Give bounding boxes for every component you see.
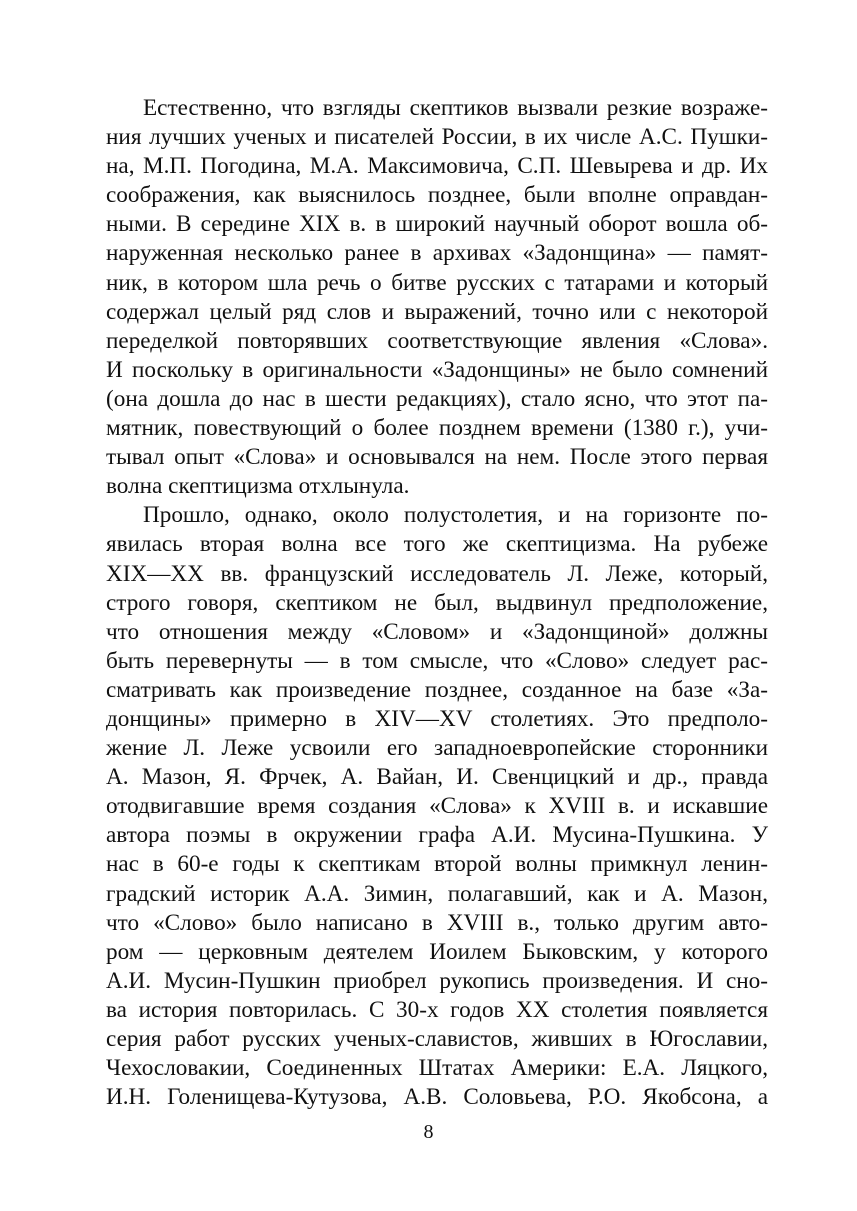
text-line: XIX—XX вв. французский исследователь Л. Леже, который, — [106, 560, 768, 587]
text-line: И.Н. Голенищева-Кутузова, А.В. Соловьева, Р.О. Якобсона, а — [106, 1084, 768, 1111]
text-line: серия работ русских ученых-славистов, живших в Югославии, — [106, 1026, 768, 1052]
text-line: ник, в котором шла речь о битве русских с татарами и который — [106, 269, 768, 296]
text-line: донщины» примерно в XIV—XV столетиях. Это предполо- — [106, 705, 768, 732]
text-line: волна скептицизма отхлынула. — [106, 473, 410, 500]
text-line: И поскольку в оригинальности «Задонщины» не было сомнений — [106, 356, 768, 383]
text-line: наруженная несколько ранее в архивах «Задонщина» — памят- — [106, 240, 768, 267]
text-line: нас в 60-е годы к скептикам второй волны примкнул ленин- — [106, 851, 768, 878]
text-line: строго говоря, скептиком не был, выдвинул предположение, — [106, 589, 768, 616]
text-line: Естественно, что взгляды скептиков вызвали резкие возраже- — [143, 95, 768, 121]
text-line: отодвигавшие время создания «Слова» к XVIII в. и искавшие — [106, 793, 768, 820]
text-line: Чехословакии, Соединенных Штатах Америки: Е.А. Ляцкого, — [106, 1055, 768, 1082]
text-line: переделкой повторявших соответствующие явления «Слова». — [106, 327, 768, 354]
text-line: сматривать как произведение позднее, созданное на базе «За- — [106, 676, 768, 703]
text-line: что «Слово» было написано в XVIII в., только другим авто- — [106, 909, 768, 936]
text-line: Прошло, однако, около полустолетия, и на горизонте по- — [143, 502, 768, 529]
text-line: (она дошла до нас в шести редакциях), стало ясно, что этот па- — [106, 385, 768, 412]
text-line: мятник, повествующий о более позднем времени (1380 г.), учи- — [106, 415, 768, 442]
page-number: 8 — [423, 1121, 434, 1143]
text-line: соображения, как выяснилось позднее, были вполне оправдан- — [106, 182, 768, 209]
text-line: А. Мазон, Я. Фрчек, А. Вайан, И. Свенцицкий и др., правда — [106, 764, 768, 791]
text-line: ными. В середине XIX в. в широкий научный оборот вошла об- — [106, 211, 768, 238]
text-body — [106, 94, 768, 1112]
text-line: быть перевернуты — в том смысле, что «Слово» следует рас- — [106, 647, 768, 674]
paragraph-1 — [106, 94, 768, 501]
text-line: что отношения между «Словом» и «Задонщиной» должны — [106, 618, 768, 645]
text-line: ния лучших ученых и писателей России, в их числе А.С. Пушки- — [106, 124, 768, 151]
text-line: автора поэмы в окружении графа А.И. Мусина-Пушкина. У — [106, 822, 768, 849]
text-line: ром — церковным деятелем Иоилем Быковским, у которого — [106, 938, 768, 965]
text-line: тывал опыт «Слова» и основывался на нем. После этого первая — [106, 444, 768, 471]
text-line: А.И. Мусин-Пушкин приобрел рукопись произведения. И сно- — [106, 967, 768, 994]
paragraph-2 — [106, 501, 768, 1112]
text-line: на, М.П. Погодина, М.А. Максимовича, С.П. Шевырева и др. Их — [106, 153, 768, 180]
text-line: жение Л. Леже усвоили его западноевропейские сторонники — [106, 735, 768, 762]
text-line: градский историк А.А. Зимин, полагавший, как и А. Мазон, — [106, 880, 768, 907]
text-line: ва история повторилась. С 30-х годов XX столетия появляется — [106, 996, 768, 1023]
text-line: явилась вторая волна все того же скептицизма. На рубеже — [106, 531, 768, 558]
text-line: содержал целый ряд слов и выражений, точно или с некоторой — [106, 298, 768, 325]
